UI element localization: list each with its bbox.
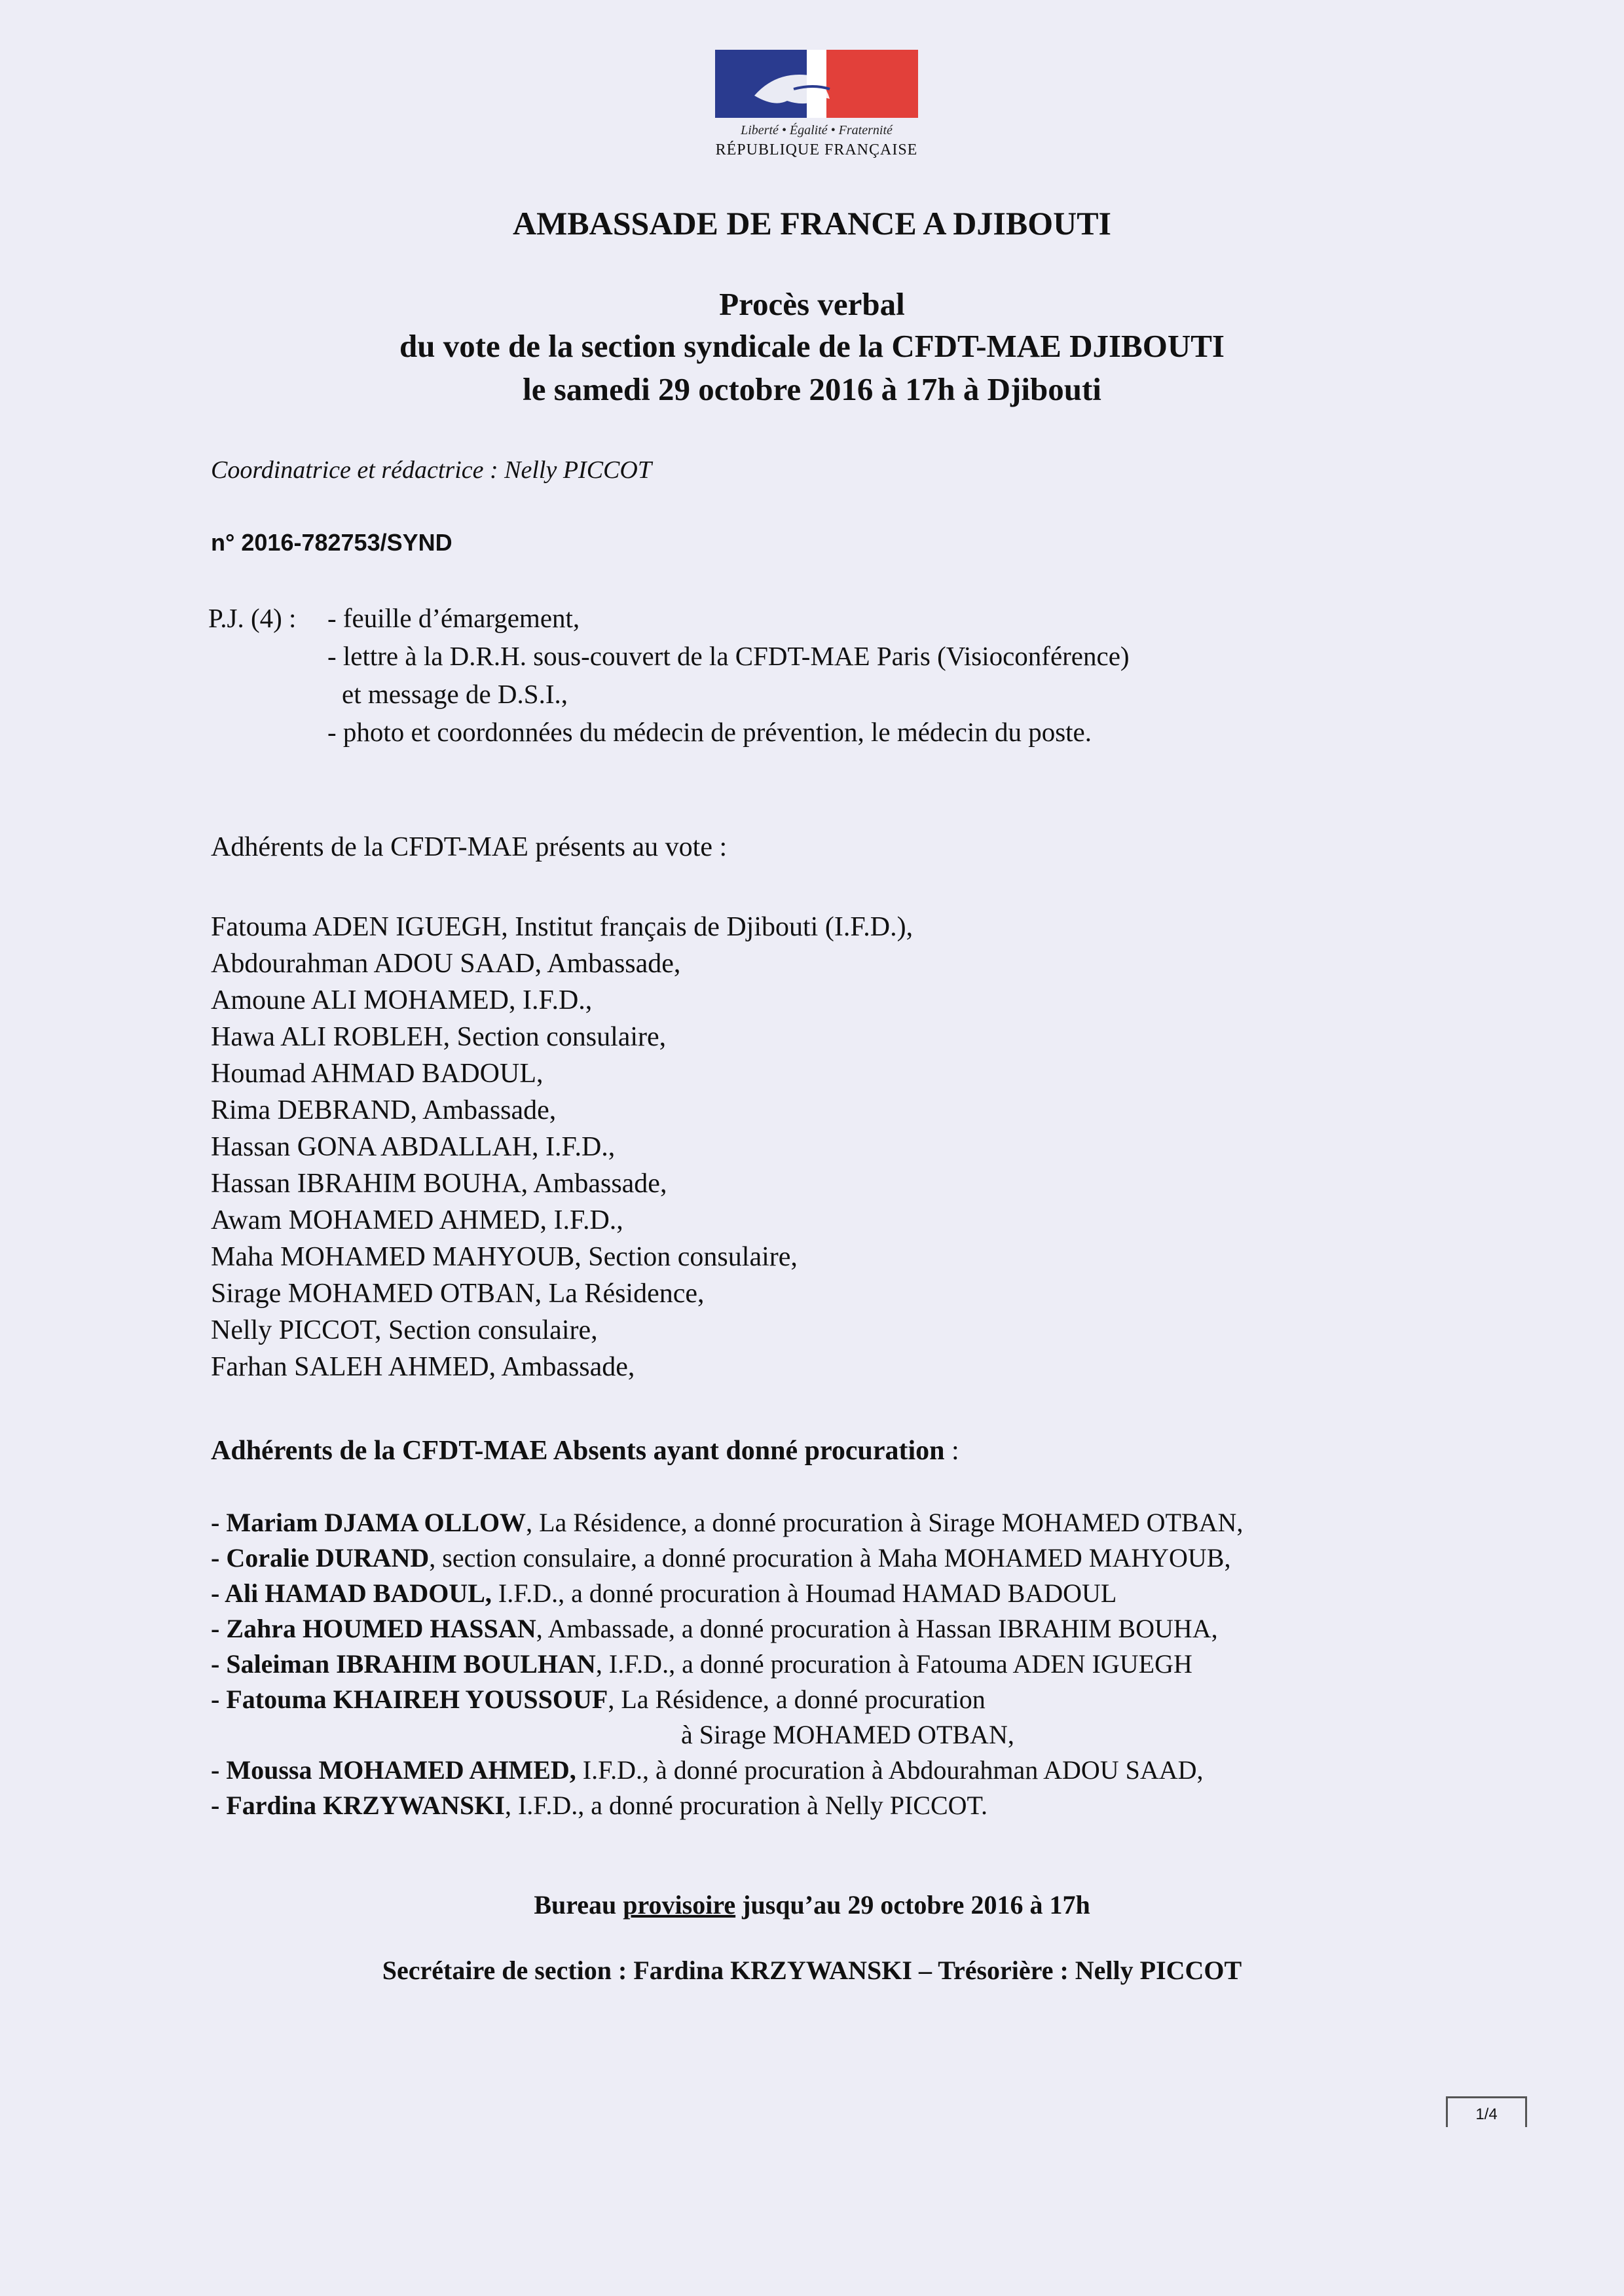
proxy-list-item [211,1542,1230,1573]
member-list-item: Maha MOHAMED MAHYOUB, Section consulaire, [211,1242,798,1272]
proxy-list-item [211,1507,1243,1538]
attachment-item: et message de D.S.I., [342,679,568,709]
member-list-item: Fatouma ADEN IGUEGH, Institut français de Djibouti (I.F.D.), [211,912,913,942]
proxy-detail: , section consulaire, a donné procuration à Maha MOHAMED MAHYOUB, [429,1543,1231,1573]
proxy-list-item [211,1578,1116,1609]
proxy-list-item [211,1649,1192,1679]
member-list-item: Houmad AHMAD BADOUL, [211,1059,544,1089]
member-list-item: Hassan GONA ABDALLAH, I.F.D., [211,1132,616,1162]
coordinator-line: Coordinatrice et rédactrice : Nelly PICCOT [211,456,652,484]
doc-title-line1: Procès verbal [719,286,905,322]
proxy-name: - Saleiman IBRAHIM BOULHAN [211,1649,596,1679]
marianne-logo [715,50,918,166]
proxy-detail: , I.F.D., a donné procuration à Fatouma ADEN IGUEGH [595,1649,1192,1679]
proxy-name: - Fatouma KHAIREH YOUSSOUF [211,1685,608,1714]
bureau-officers: Secrétaire de section : Fardina KRZYWANSKI – Trésorière : Nelly PICCOT [382,1956,1242,1985]
proxy-list-item [681,1719,1014,1750]
bureau-suffix: jusqu’au 29 octobre 2016 à 17h [735,1890,1090,1920]
logo-motto: Liberté • Égalité • Fraternité [741,123,893,137]
member-list-item: Farhan SALEH AHMED, Ambassade, [211,1352,635,1382]
bureau-heading [0,1889,1624,1920]
attachment-item: - feuille d’émargement, [327,603,580,633]
proxy-name: - Fardina KRZYWANSKI [211,1791,505,1820]
marianne-profile-icon [715,50,918,118]
proxy-detail: I.F.D., a donné procuration à Houmad HAMAD BADOUL [491,1578,1117,1608]
absent-title-colon: : [944,1436,959,1466]
embassy-heading: AMBASSADE DE FRANCE A DJIBOUTI [512,205,1112,242]
proxy-detail: I.F.D., à donné procuration à Abdourahman ADOU SAAD, [576,1755,1204,1785]
proxy-detail: , Ambassade, a donné procuration à Hassan IBRAHIM BOUHA, [536,1614,1218,1643]
reference-number: n° 2016-782753/SYND [211,529,452,556]
proxy-name: - Mariam DJAMA OLLOW [211,1508,526,1537]
member-list-item: Rima DEBRAND, Ambassade, [211,1095,557,1125]
member-list-item: Hawa ALI ROBLEH, Section consulaire, [211,1022,667,1052]
proxy-list-item [211,1613,1218,1644]
proxy-detail: , La Résidence, a donné procuration [608,1685,986,1714]
absent-members-title [211,1435,959,1467]
proxy-detail: à Sirage MOHAMED OTBAN, [681,1720,1014,1749]
proxy-name: - Moussa MOHAMED AHMED, [211,1755,576,1785]
doc-title-line2: du vote de la section syndicale de la CFDT-MAE DJIBOUTI [399,328,1225,364]
proxy-name: - Coralie DURAND [211,1543,430,1573]
member-list-item: Sirage MOHAMED OTBAN, La Résidence, [211,1279,705,1309]
absent-title-text: Adhérents de la CFDT-MAE Absents ayant donné procuration [211,1436,945,1466]
bureau-underlined: provisoire [623,1890,736,1920]
attachment-item: - lettre à la D.R.H. sous-couvert de la CFDT-MAE Paris (Visioconférence) [327,641,1130,671]
proxy-list-item [211,1790,987,1821]
member-list-item: Abdourahman ADOU SAAD, Ambassade, [211,949,681,979]
bureau-prefix: Bureau [534,1890,623,1920]
page-number: 1/4 [1446,2096,1527,2127]
proxy-list-item [211,1684,986,1715]
present-members-title: Adhérents de la CFDT-MAE présents au vote : [211,832,728,862]
member-list-item: Awam MOHAMED AHMED, I.F.D., [211,1205,623,1235]
member-list-item: Nelly PICCOT, Section consulaire, [211,1315,598,1345]
doc-title-line3: le samedi 29 octobre 2016 à 17h à Djibouti [523,371,1101,407]
member-list-item: Hassan IBRAHIM BOUHA, Ambassade, [211,1169,667,1199]
proxy-detail: , La Résidence, a donné procuration à Sirage MOHAMED OTBAN, [526,1508,1244,1537]
attachments-label: P.J. (4) : [208,603,297,633]
marianne-logo-mark [715,50,918,118]
logo-republic: RÉPUBLIQUE FRANÇAISE [715,141,918,158]
proxy-detail: , I.F.D., a donné procuration à Nelly PICCOT. [504,1791,987,1820]
proxy-name: - Zahra HOUMED HASSAN [211,1614,536,1643]
attachment-item: - photo et coordonnées du médecin de prévention, le médecin du poste. [327,717,1092,747]
proxy-name: - Ali HAMAD BADOUL, [211,1578,492,1608]
proxy-list-item [211,1755,1204,1785]
member-list-item: Amoune ALI MOHAMED, I.F.D., [211,985,593,1015]
